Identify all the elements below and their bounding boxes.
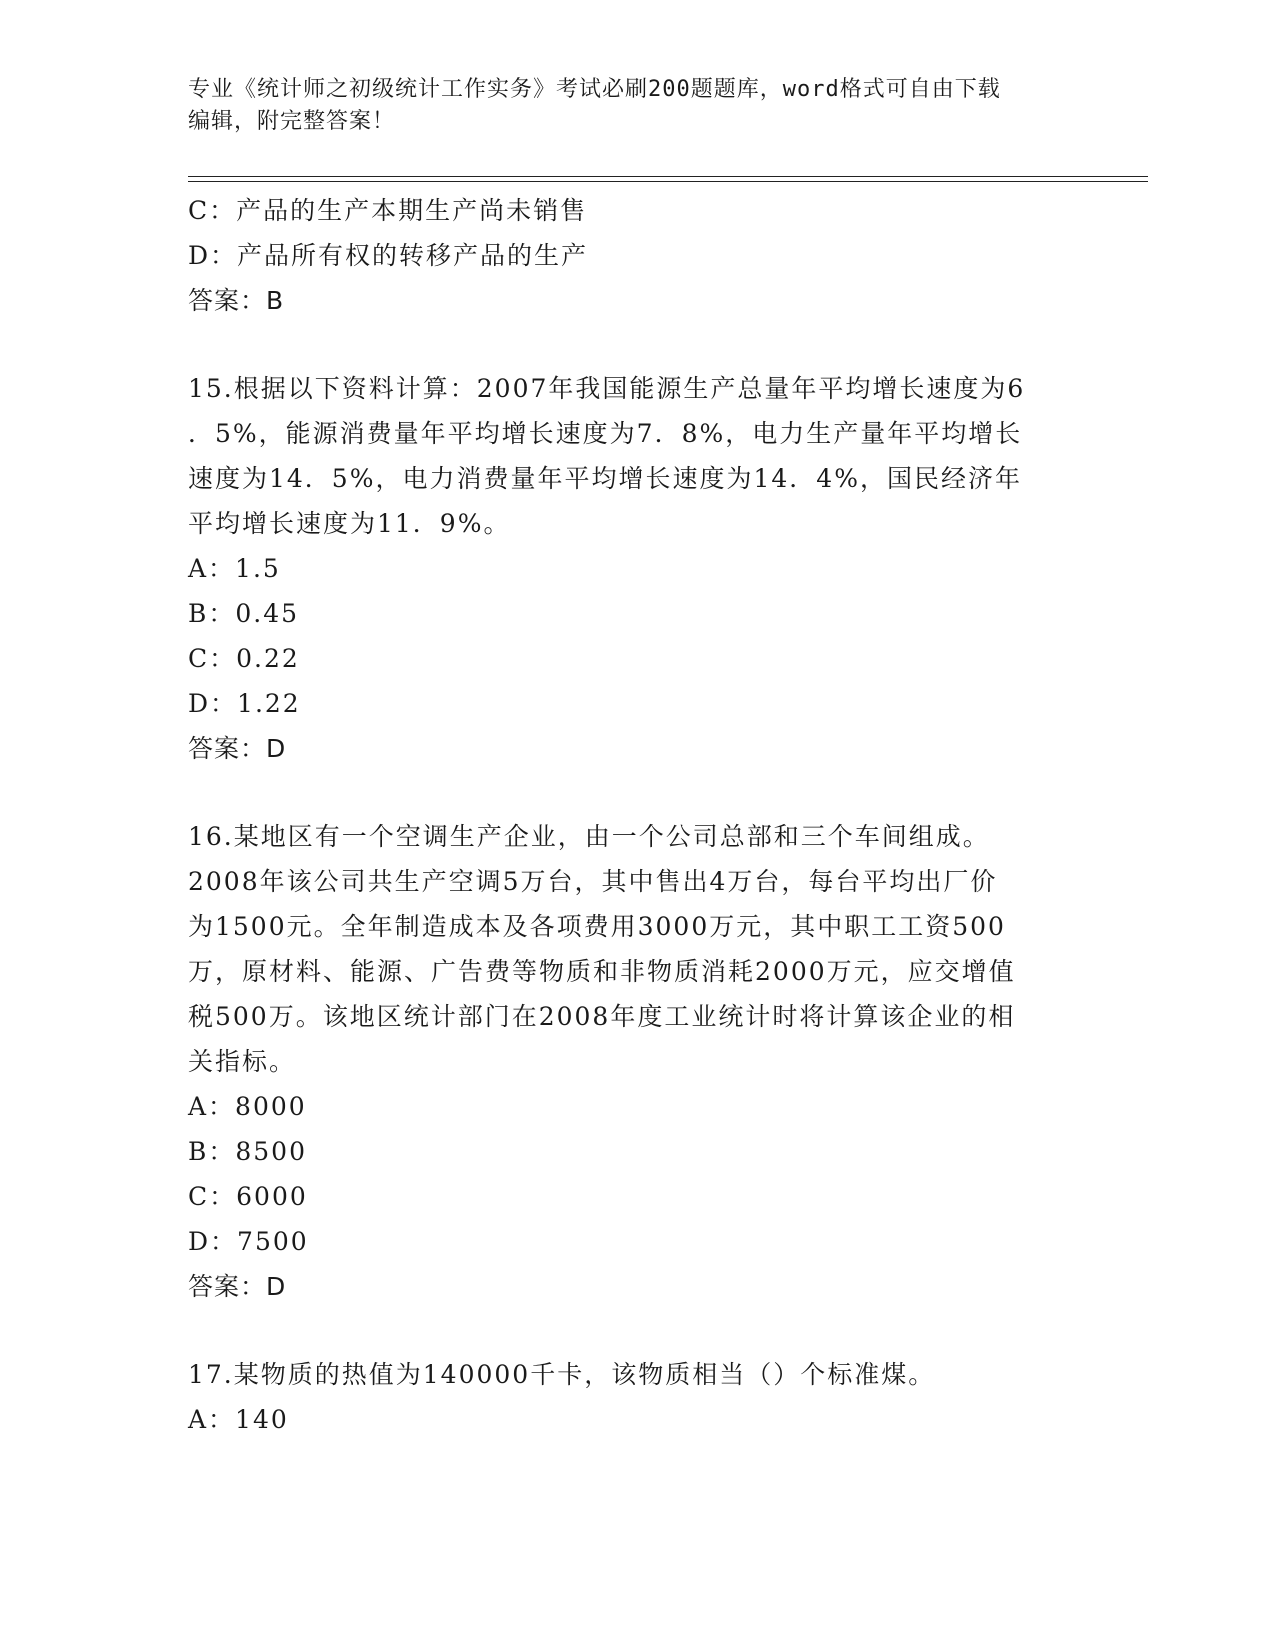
answer-line: 答案：B	[188, 286, 285, 315]
question-17	[188, 1352, 1088, 1442]
question-text-line: 税500万。该地区统计部门在2008年度工业统计时将计算该企业的相	[188, 1002, 1016, 1031]
option-d: D：产品所有权的转移产品的生产	[188, 241, 589, 270]
question-text-line: 平均增长速度为11．9%。	[188, 509, 511, 538]
header-line-1: 专业《统计师之初级统计工作实务》考试必刷200题题库，word格式可自由下载	[188, 77, 1001, 102]
question-text-line: ．5%，能源消费量年平均增长速度为7．8%，电力生产量年平均增长	[188, 419, 1023, 448]
option-a: A：8000	[188, 1092, 307, 1121]
option-d: D：7500	[188, 1227, 309, 1256]
question-text-line: 万，原材料、能源、广告费等物质和非物质消耗2000万元，应交增值	[188, 957, 1016, 986]
option-b: B：8500	[188, 1137, 307, 1166]
option-a: A：1.5	[188, 554, 281, 583]
question-text-line: 2008年该公司共生产空调5万台，其中售出4万台，每台平均出厂价	[188, 867, 998, 896]
question-text-line: 为1500元。全年制造成本及各项费用3000万元，其中职工工资500	[188, 912, 1006, 941]
answer-line: 答案：D	[188, 734, 287, 763]
question-content	[188, 188, 1088, 1442]
question-text-line: 速度为14．5%，电力消费量年平均增长速度为14．4%，国民经济年	[188, 464, 1022, 493]
question-text-line: 16.某地区有一个空调生产企业，由一个公司总部和三个车间组成。	[188, 822, 990, 851]
option-c: C：产品的生产本期生产尚未销售	[188, 196, 588, 225]
option-d: D：1.22	[188, 689, 301, 718]
header-line-2: 编辑，附完整答案！	[188, 109, 396, 134]
answer-line: 答案：D	[188, 1272, 287, 1301]
option-a: A：140	[188, 1405, 289, 1434]
question-text-line: 17.某物质的热值为140000千卡，该物质相当（）个标准煤。	[188, 1360, 936, 1389]
option-c: C：0.22	[188, 644, 300, 673]
question-15	[188, 366, 1088, 771]
header-divider-bottom	[188, 181, 1148, 182]
option-c: C：6000	[188, 1182, 308, 1211]
option-b: B：0.45	[188, 599, 300, 628]
question-text-line: 15.根据以下资料计算：2007年我国能源生产总量年平均增长速度为6	[188, 374, 1026, 403]
prev-question-block	[188, 188, 1088, 323]
document-header	[188, 74, 1088, 138]
question-text-line: 关指标。	[188, 1047, 297, 1076]
question-16	[188, 814, 1088, 1309]
header-divider-top	[188, 176, 1148, 177]
